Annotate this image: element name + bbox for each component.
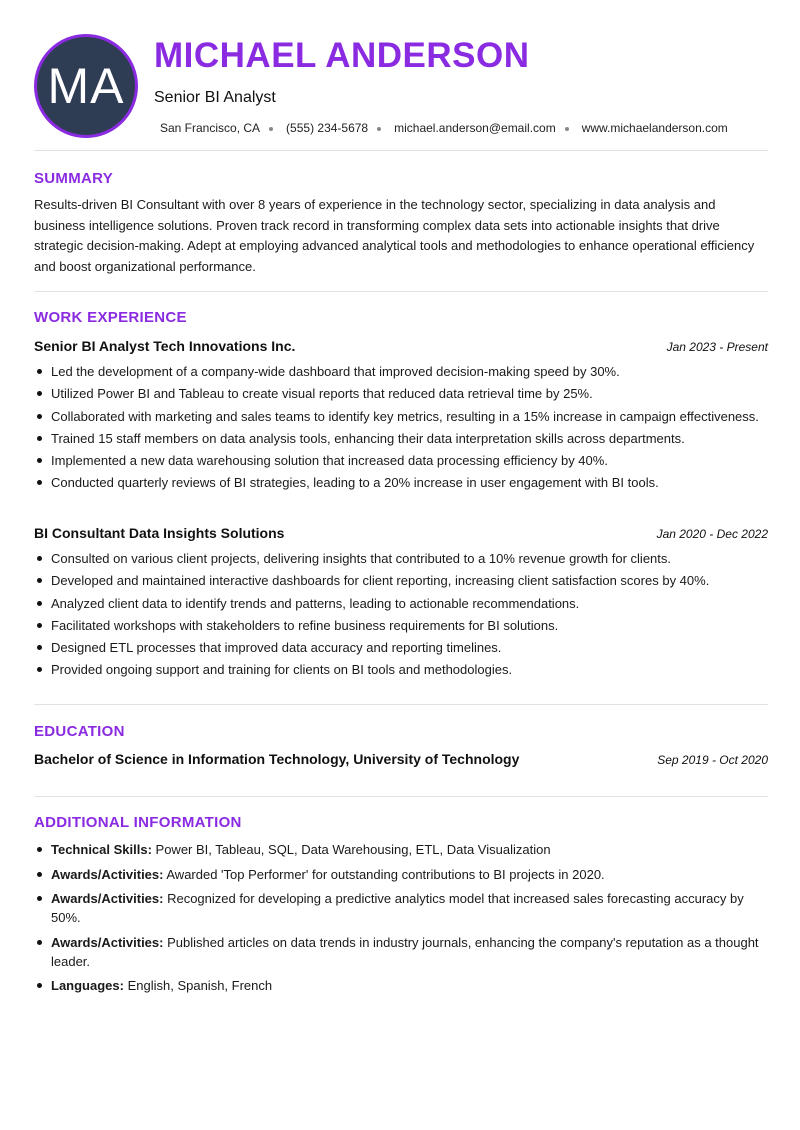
section-divider bbox=[34, 704, 768, 705]
list-item: Provided ongoing support and training for clients on BI tools and methodologies. bbox=[34, 660, 768, 679]
contact-email[interactable]: michael.anderson@email.com bbox=[394, 121, 556, 135]
job-dates: Jan 2020 - Dec 2022 bbox=[656, 527, 768, 541]
additional-info-heading: ADDITIONAL INFORMATION bbox=[34, 814, 242, 831]
dot-separator-icon bbox=[269, 127, 273, 131]
info-text: Power BI, Tableau, SQL, Data Warehousing, ETL, Data Visualization bbox=[151, 842, 551, 857]
list-item: Analyzed client data to identify trends and patterns, leading to actionable recommendations. bbox=[34, 594, 768, 613]
info-text: Awarded 'Top Performer' for outstanding contributions to BI projects in 2020. bbox=[163, 866, 605, 882]
list-item bbox=[34, 889, 768, 927]
avatar-initials: MA bbox=[47, 58, 125, 114]
section-divider bbox=[34, 796, 768, 797]
contact-location: San Francisco, CA bbox=[160, 121, 261, 135]
candidate-name: MICHAEL ANDERSON bbox=[154, 36, 530, 75]
info-label: Awards/Activities: bbox=[51, 934, 164, 950]
job-bullet-list bbox=[34, 362, 768, 496]
education-heading: EDUCATION bbox=[34, 723, 125, 740]
list-item: Designed ETL processes that improved data accuracy and reporting timelines. bbox=[34, 638, 768, 657]
list-item: Utilized Power BI and Tableau to create visual reports that reduced data retrieval time by 25%. bbox=[34, 384, 768, 403]
section-divider bbox=[34, 150, 768, 151]
contact-line bbox=[160, 121, 728, 135]
list-item: Developed and maintained interactive dashboards for client reporting, increasing client satisfaction scores by 40%. bbox=[34, 571, 768, 590]
education-dates: Sep 2019 - Oct 2020 bbox=[657, 753, 768, 767]
work-experience-heading: WORK EXPERIENCE bbox=[34, 309, 187, 326]
job-title: Senior BI Analyst Tech Innovations Inc. bbox=[34, 338, 296, 354]
education-degree: Bachelor of Science in Information Technology, University of Technology bbox=[34, 751, 520, 767]
list-item bbox=[34, 840, 768, 859]
summary-text: Results-driven BI Consultant with over 8 years of experience in the technology sector, specializing in data analysis and business intelligence solutions. Proven track record in transforming complex data sets into actionable insights that drive strategic decision-making. Adept at employing advanced analytical tools and methodologies to enhance operational efficiency and boost organizational performance. bbox=[34, 197, 755, 274]
resume-header bbox=[34, 34, 768, 138]
list-item: Collaborated with marketing and sales teams to identify key metrics, resulting in a 15% increase in campaign effectiveness. bbox=[34, 407, 768, 426]
dot-separator-icon bbox=[565, 127, 569, 131]
info-text: Recognized for developing a predictive analytics model that increased sales forecasting accuracy by 50%. bbox=[51, 891, 744, 925]
list-item bbox=[34, 976, 768, 995]
job-header bbox=[34, 338, 768, 356]
dot-separator-icon bbox=[377, 127, 381, 131]
info-text: English, Spanish, French bbox=[123, 978, 273, 993]
summary-heading: SUMMARY bbox=[34, 170, 114, 187]
job-header bbox=[34, 525, 768, 543]
info-label: Languages: bbox=[51, 978, 124, 993]
list-item bbox=[34, 933, 768, 971]
list-item bbox=[34, 865, 768, 884]
section-divider bbox=[34, 291, 768, 292]
info-label: Technical Skills: bbox=[51, 842, 152, 857]
list-item: Consulted on various client projects, delivering insights that contributed to a 10% revenue growth for clients. bbox=[34, 549, 768, 568]
avatar bbox=[34, 34, 138, 138]
job-bullet-list bbox=[34, 549, 768, 683]
job-dates: Jan 2023 - Present bbox=[666, 340, 768, 354]
list-item: Led the development of a company-wide dashboard that improved decision-making speed by 30%. bbox=[34, 362, 768, 381]
info-label: Awards/Activities: bbox=[51, 866, 164, 882]
list-item: Trained 15 staff members on data analysis tools, enhancing their data interpretation skills across departments. bbox=[34, 429, 768, 448]
list-item: Conducted quarterly reviews of BI strategies, leading to a 20% increase in user engagement with BI tools. bbox=[34, 473, 768, 492]
list-item: Facilitated workshops with stakeholders to refine business requirements for BI solutions. bbox=[34, 616, 768, 635]
info-text: Published articles on data trends in industry journals, enhancing the company's reputation as a thought leader. bbox=[51, 934, 759, 969]
contact-website[interactable]: www.michaelanderson.com bbox=[581, 121, 728, 135]
contact-phone: (555) 234-5678 bbox=[286, 121, 369, 135]
job-title: BI Consultant Data Insights Solutions bbox=[34, 525, 285, 541]
list-item: Implemented a new data warehousing solution that increased data processing efficiency by 40%. bbox=[34, 451, 768, 470]
education-entry bbox=[34, 751, 768, 769]
additional-info-list bbox=[34, 840, 768, 1001]
candidate-role: Senior BI Analyst bbox=[154, 89, 276, 106]
info-label: Awards/Activities: bbox=[51, 891, 164, 906]
